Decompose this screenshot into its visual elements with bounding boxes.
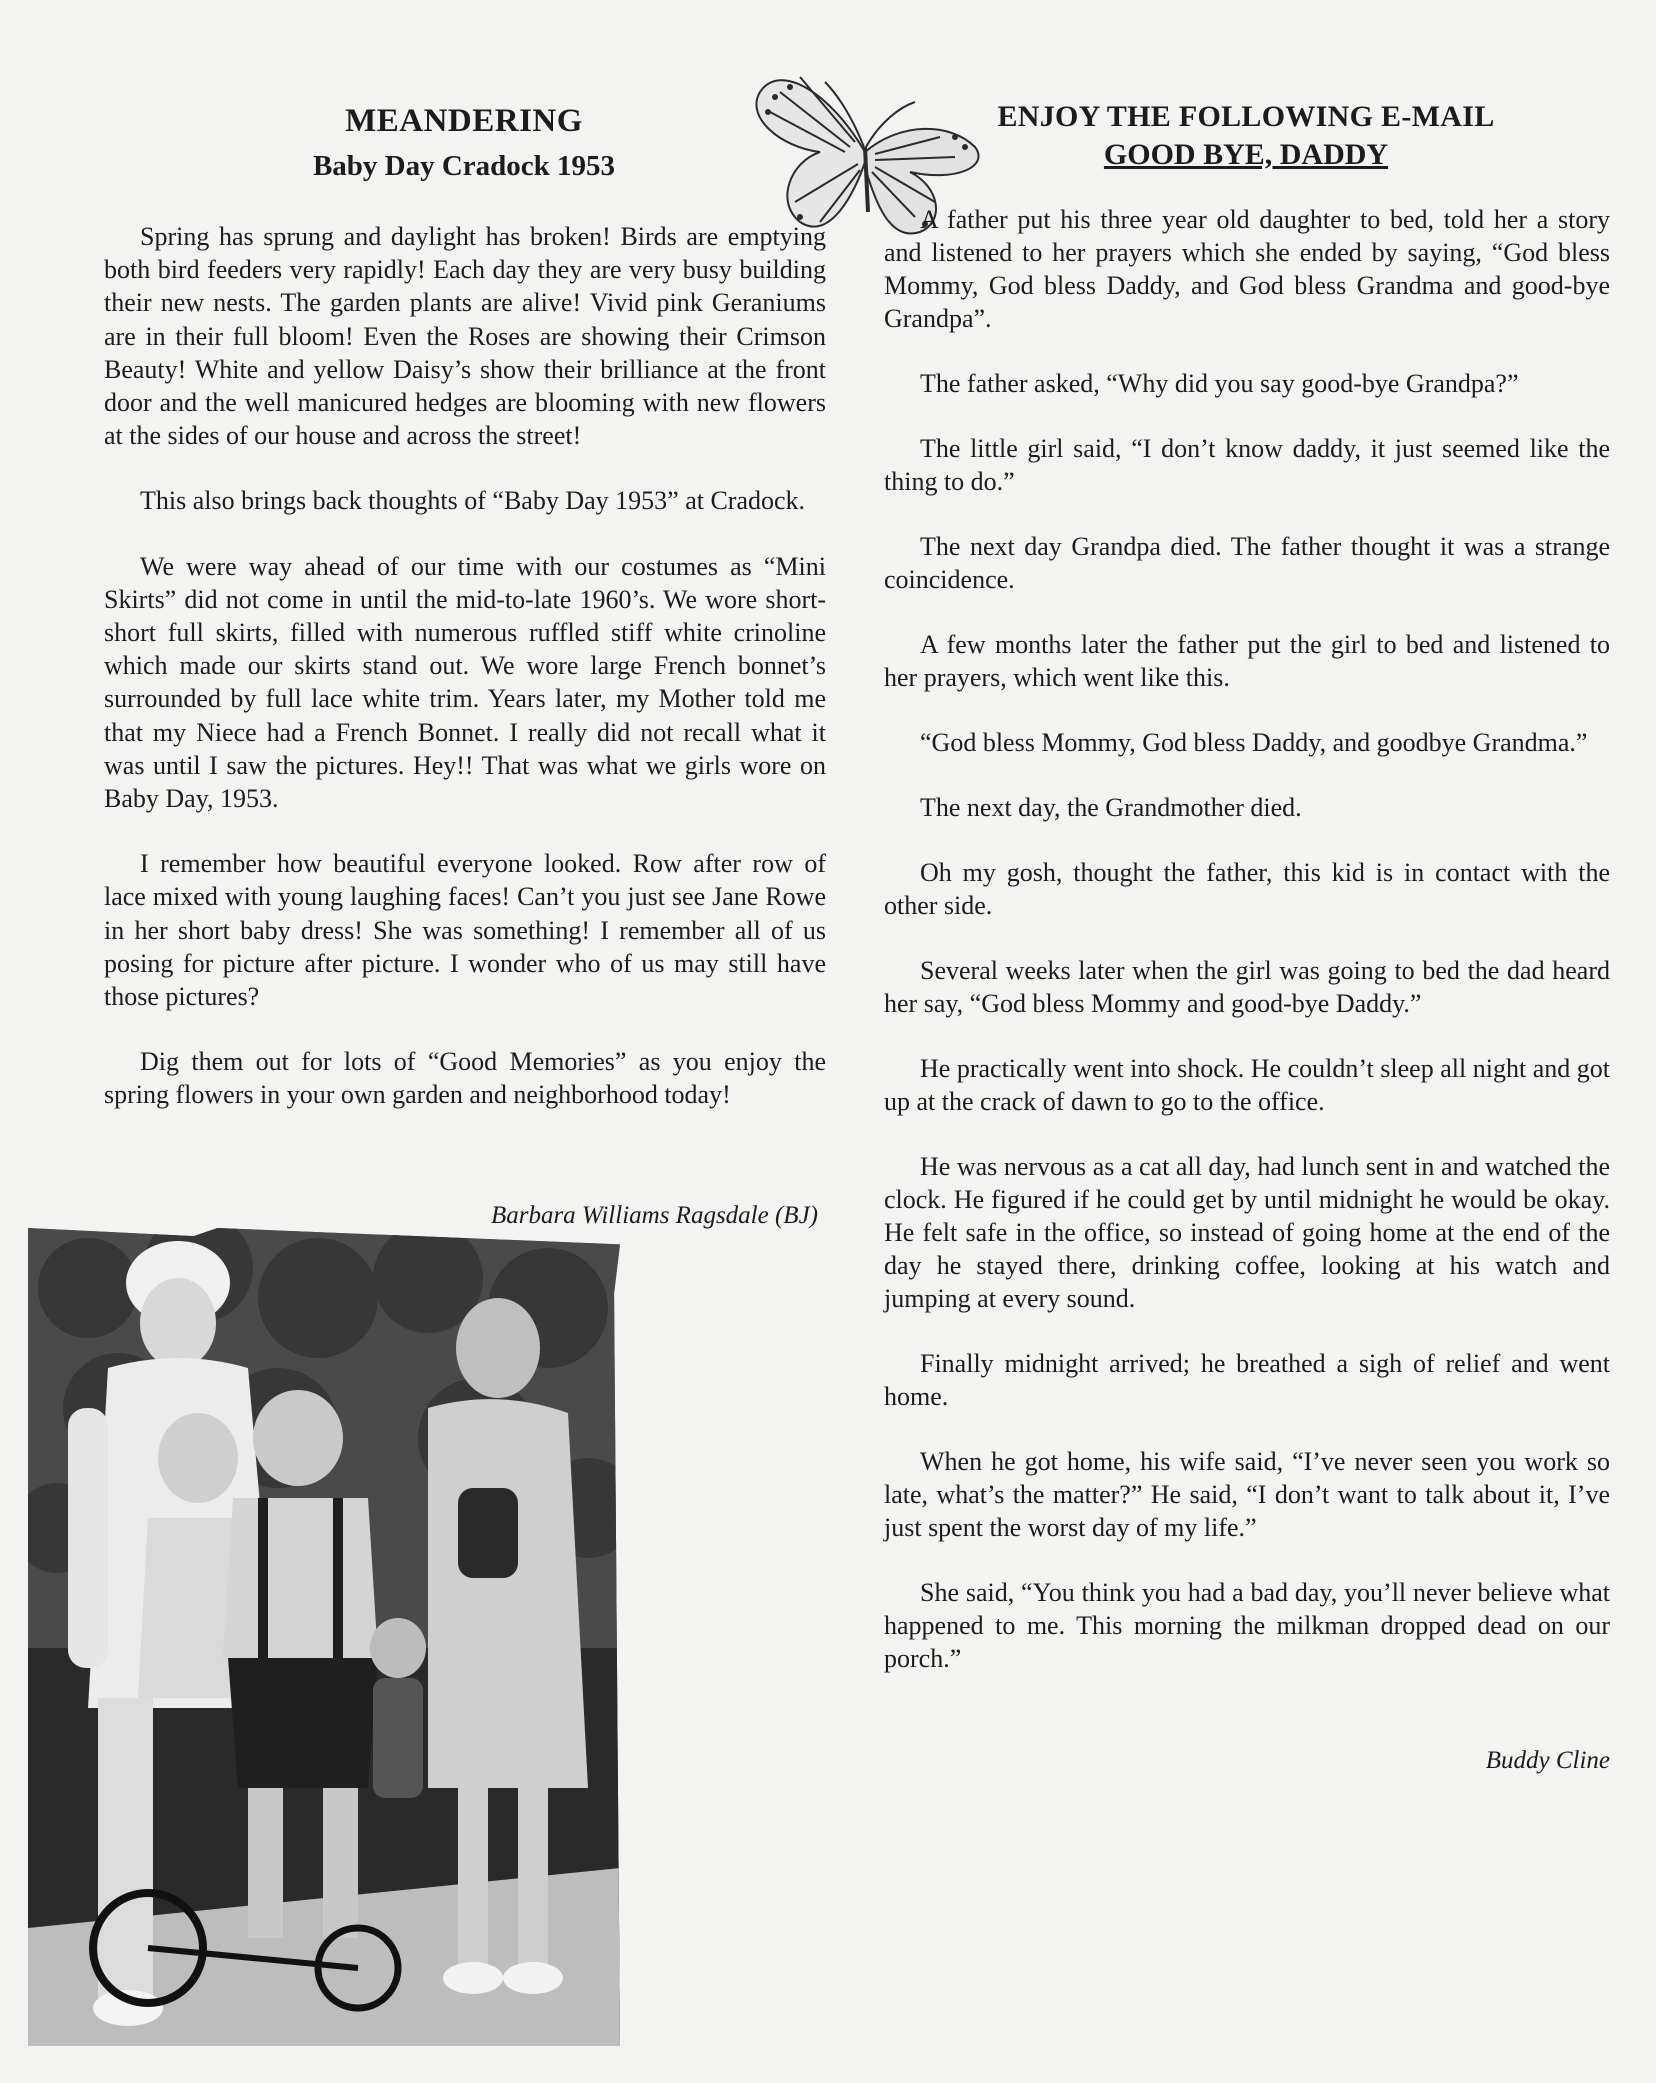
paragraph: I remember how beautiful everyone looked. Row after row of lace mixed with young laughing faces! Can’t you just see Jane Rowe in her short baby dress! She was something! I remember all of us posing for picture after picture. I wonder who of us may still have those pictures? xyxy=(104,849,826,1012)
paragraph: Finally midnight arrived; he breathed a sigh of relief and went home. xyxy=(884,1349,1610,1411)
paragraph: Oh my gosh, thought the father, this kid is in contact with the other side. xyxy=(884,858,1610,920)
paragraph: “God bless Mommy, God bless Daddy, and goodbye Grandma.” xyxy=(920,728,1588,757)
paragraph: She said, “You think you had a bad day, you’ll never believe what happened to me. This morning the milkman dropped dead on our porch.” xyxy=(884,1578,1610,1673)
meandering-body xyxy=(104,220,826,1144)
paragraph: He practically went into shock. He couldn’t sleep all night and got up at the crack of dawn to go to the office. xyxy=(884,1054,1610,1116)
paragraph: Spring has sprung and daylight has broken! Birds are emptying both bird feeders very rapidly! Each day they are very busy building their new nests. The garden plants are alive! Vivid pink Geraniums are in their full bloom! Even the Roses are showing their Crimson Beauty! White and yellow Daisy’s show their brilliance at the front door and the well manicured hedges are blooming with new flowers at the sides of our house and across the street! xyxy=(104,222,826,451)
email-subtitle: GOOD BYE, DADDY xyxy=(1103,138,1389,171)
meandering-signature: Barbara Williams Ragsdale (BJ) xyxy=(490,1202,818,1229)
paragraph: Several weeks later when the girl was going to bed the dad heard her say, “God bless Mommy and good-bye Daddy.” xyxy=(884,956,1610,1018)
paragraph: We were way ahead of our time with our costumes as “Mini Skirts” did not come in until the mid-to-late 1960’s. We wore short-short full skirts, filled with numerous ruffled stiff white crinoline which made our skirts stand out. We wore large French bonnet’s surrounded by full lace white trim. Years later, my Mother told me that my Niece had a French Bonnet. I really did not recall what it was until I saw the pictures. Hey!! That was what we girls wore on Baby Day, 1953. xyxy=(104,551,826,814)
paragraph: The father asked, “Why did you say good-bye Grandpa?” xyxy=(920,369,1519,398)
meandering-subtitle: Baby Day Cradock 1953 xyxy=(312,150,616,182)
paragraph: This also brings back thoughts of “Baby Day 1953” at Cradock. xyxy=(140,486,806,516)
paragraph: Dig them out for lots of “Good Memories” as you enjoy the spring flowers in your own garden and neighborhood today! xyxy=(104,1047,826,1110)
paragraph: A few months later the father put the girl to bed and listened to her prayers, which went like this. xyxy=(884,630,1610,692)
email-signature: Buddy Cline xyxy=(1485,1747,1610,1774)
paragraph: The little girl said, “I don’t know daddy, it just seemed like the thing to do.” xyxy=(884,434,1610,496)
paragraph: The next day Grandpa died. The father thought it was a strange coincidence. xyxy=(884,532,1610,594)
paragraph: When he got home, his wife said, “I’ve never seen you work so late, what’s the matter?” He said, “I don’t want to talk about it, I’ve just spent the worst day of my life.” xyxy=(884,1447,1610,1542)
email-body xyxy=(884,203,1610,1707)
email-title: ENJOY THE FOLLOWING E-MAIL xyxy=(997,100,1495,133)
paragraph: The next day, the Grandmother died. xyxy=(920,793,1302,822)
paragraph: He was nervous as a cat all day, had lunch sent in and watched the clock. He figured if he could get by until midnight he would be okay. He felt safe in the office, so instead of going home at the end of the day he stayed there, drinking coffee, looking at his watch and jumping at every sound. xyxy=(884,1152,1610,1313)
meandering-title: MEANDERING xyxy=(345,103,583,139)
baby-day-photo xyxy=(28,1228,620,2046)
paragraph: A father put his three year old daughter to bed, told her a story and listened to her prayers which she ended by saying, “God bless Mommy, God bless Daddy, and God bless Grandma and good-bye Grandpa”. xyxy=(884,205,1610,333)
